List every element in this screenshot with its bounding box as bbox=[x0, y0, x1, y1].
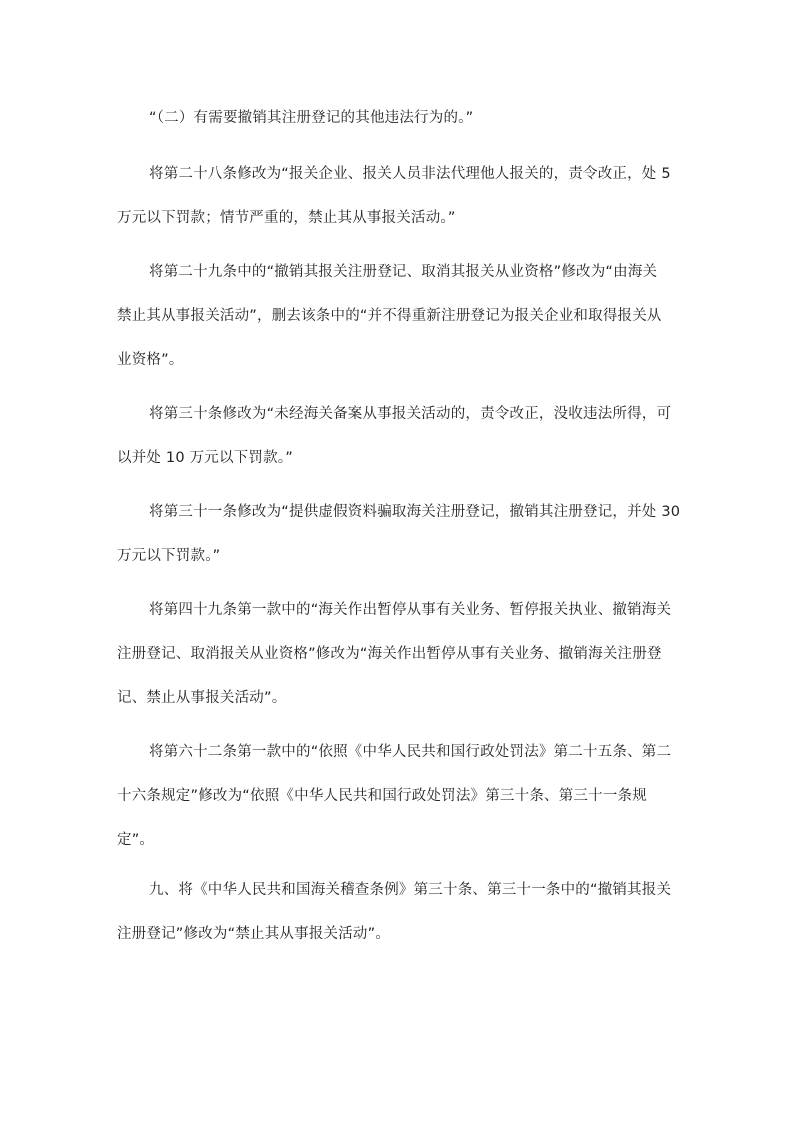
text-line: 十六条规定”修改为“依照《中华人民共和国行政处罚法》第三十条、第三十一条规 bbox=[117, 788, 647, 804]
text-line: 万元以下罚款。” bbox=[117, 548, 221, 564]
text-line: 注册登记、取消报关从业资格”修改为“海关作出暂停从事有关业务、撤销海关注册登 bbox=[117, 646, 662, 662]
text-line: 禁止其从事报关活动”，删去该条中的“并不得重新注册登记为报关企业和取得报关从 bbox=[117, 308, 662, 324]
paragraph-1 bbox=[117, 108, 679, 152]
paragraph-6 bbox=[117, 600, 679, 732]
text-line: 将第四十九条第一款中的“海关作出暂停从事有关业务、暂停报关执业、撤销海关 bbox=[149, 602, 672, 618]
paragraph-3 bbox=[117, 262, 679, 394]
paragraph-4 bbox=[117, 404, 679, 492]
text-line: 将第二十九条中的“撤销其报关注册登记、取消其报关从业资格”修改为“由海关 bbox=[149, 264, 658, 280]
text-line: 将第三十条修改为“未经海关备案从事报关活动的，责令改正，没收违法所得，可 bbox=[149, 406, 672, 422]
text-line: 将第六十二条第一款中的“依照《中华人民共和国行政处罚法》第二十五条、第二 bbox=[149, 744, 672, 760]
text-line: 将第二十八条修改为“报关企业、报关人员非法代理他人报关的，责令改正，处 5 bbox=[149, 166, 671, 182]
text-line: 将第三十一条修改为“提供虚假资料骗取海关注册登记，撤销其注册登记，并处 30 bbox=[149, 504, 681, 520]
text-line: 记、禁止从事报关活动”。 bbox=[117, 690, 287, 706]
text-line: 业资格”。 bbox=[117, 352, 184, 368]
text-line: 九、将《中华人民共和国海关稽查条例》第三十条、第三十一条中的“撤销其报关 bbox=[149, 882, 672, 898]
text-line: 定”。 bbox=[117, 832, 155, 848]
paragraph-7 bbox=[117, 742, 679, 874]
text-line: 注册登记”修改为“禁止其从事报关活动”。 bbox=[117, 926, 391, 942]
text-line: “（二）有需要撤销其注册登记的其他违法行为的。” bbox=[149, 110, 474, 126]
text-line: 万元以下罚款；情节严重的，禁止其从事报关活动。” bbox=[117, 210, 456, 226]
text-line: 以并处 10 万元以下罚款。” bbox=[117, 450, 293, 466]
paragraph-8 bbox=[117, 880, 679, 968]
paragraph-2 bbox=[117, 164, 679, 252]
paragraph-5 bbox=[117, 502, 679, 590]
